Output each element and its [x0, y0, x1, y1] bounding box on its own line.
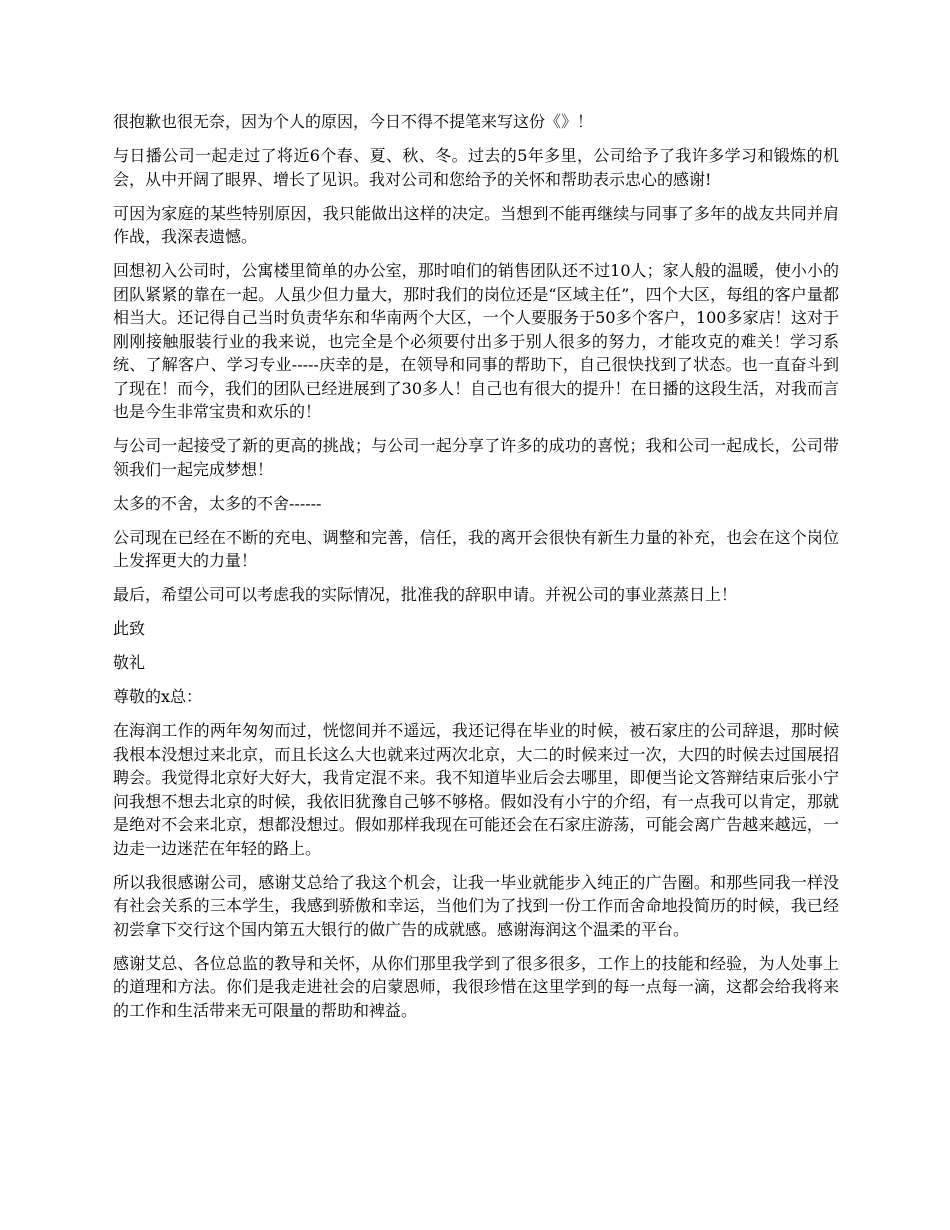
paragraph: 与公司一起接受了新的更高的挑战；与公司一起分享了许多的成功的喜悦；我和公司一起成长，公司带领我们一起完成梦想！: [113, 436, 839, 479]
paragraph: 太多的不舍，太多的不舍------: [113, 493, 322, 513]
paragraph: 与日播公司一起走过了将近6个春、夏、秋、冬。过去的5年多里，公司给予了我许多学习和锻炼的机会，从中开阔了眼界、增长了见识。我对公司和您给予的关怀和帮助表示忠心的感谢!: [113, 146, 839, 189]
closing-regards: 敬礼: [113, 653, 146, 672]
paragraph: 回想初入公司时，公寓楼里简单的办公室，那时咱们的销售团队还不过10人；家人般的温暖，使小小的团队紧紧的靠在一起。人虽少但力量大，那时我们的岗位还是“区域主任”，四个大区，每组的客户量都相当大。还记得自己当时负责华东和华南两个大区，一个人要服务于50多个客户，100多家店！这对于刚刚接触服装行业的我来说，也完全是个必须要付出多于别人很多的努力，才能攻克的难关！学习系统、了解客户、学习专业-----庆幸的是，在领导和同事的帮助下，自己很快找到了状态。也一直奋斗到了现在！而今，我们的团队已经进展到了30多人！自己也有很大的提升！在日播的这段生活，对我而言也是今生非常宝贵和欢乐的！: [113, 261, 839, 421]
closing-salutation: 此致: [113, 619, 146, 638]
paragraph: 在海润工作的两年匆匆而过，恍惚间并不遥远，我还记得在毕业的时候，被石家庄的公司辞退，那时候我根本没想过来北京，而且长这么大也就来过两次北京，大二的时候来过一次，大四的时候去过国展招聘会。我觉得北京好大好大，我肯定混不来。我不知道毕业后会去哪里，即便当论文答辩结束后张小宁问我想不想去北京的时候，我依旧犹豫自己够不够格。假如没有小宁的介绍，有一点我可以肯定，那就是绝对不会来北京，想都没想过。假如那样我现在可能还会在石家庄游荡，可能会离广告越来越远，一边走一边迷茫在年轻的路上。: [113, 721, 839, 858]
paragraph: 很抱歉也很无奈，因为个人的原因，今日不得不提笔来写这份《》！: [113, 112, 594, 131]
paragraph: 感谢艾总、各位总监的教导和关怀，从你们那里我学到了很多很多，工作上的技能和经验，为人处事上的道理和方法。你们是我走进社会的启蒙恩师，我很珍惜在这里学到的每一点每一滴，这都会给我将来的工作和生活带来无可限量的帮助和裨益。: [113, 953, 839, 1020]
paragraph: 所以我很感谢公司，感谢艾总给了我这个机会，让我一毕业就能步入纯正的广告圈。和那些同我一样没有社会关系的三本学生，我感到骄傲和幸运，当他们为了找到一份工作而舍命地投简历的时候，我已经初尝拿下交行这个国内第五大银行的做广告的成就感。感谢海润这个温柔的平台。: [113, 872, 839, 939]
paragraph: 最后，希望公司可以考虑我的实际情况，批准我的辞职申请。并祝公司的事业蒸蒸日上！: [113, 585, 738, 604]
greeting: 尊敬的x总：: [113, 687, 203, 706]
paragraph: 可因为家庭的某些特别原因，我只能做出这样的决定。当想到不能再继续与同事了多年的战友共同并肩作战，我深表遗憾。: [113, 203, 839, 246]
paragraph: 公司现在已经在不断的充电、调整和完善，信任，我的离开会很快有新生力量的补充，也会在这个岗位上发挥更大的力量！: [113, 527, 839, 570]
document-body: [113, 110, 839, 1033]
